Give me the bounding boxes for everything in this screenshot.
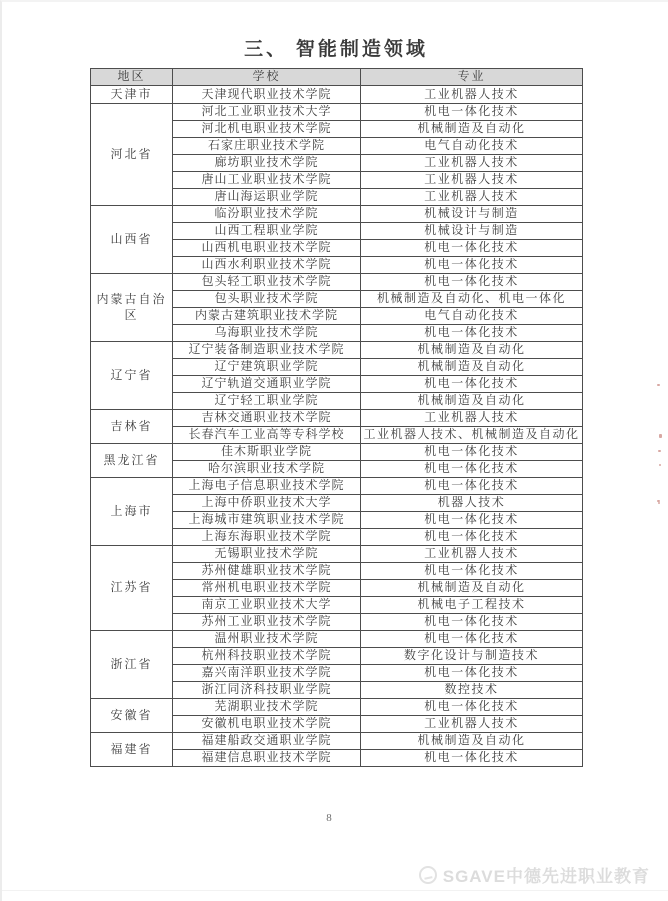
major-cell: 机电一体化技术	[361, 273, 583, 290]
major-cell: 机电一体化技术	[361, 698, 583, 715]
region-cell: 黑龙江省	[91, 443, 173, 477]
school-cell: 河北工业职业技术大学	[173, 103, 361, 120]
school-cell: 吉林交通职业技术学院	[173, 409, 361, 426]
school-cell: 辽宁建筑职业学院	[173, 358, 361, 375]
school-cell: 辽宁装备制造职业技术学院	[173, 341, 361, 358]
region-cell: 河北省	[91, 103, 173, 205]
table-row	[91, 477, 583, 494]
major-cell: 数控技术	[361, 681, 583, 698]
school-cell: 嘉兴南洋职业技术学院	[173, 664, 361, 681]
table-row	[91, 630, 583, 647]
page-title: 三、 智能制造领域	[244, 39, 428, 60]
scan-artifact	[659, 434, 662, 438]
header-school: 学校	[173, 69, 361, 86]
region-cell: 内蒙古自治区	[91, 273, 173, 341]
table-row	[91, 205, 583, 222]
table-row	[91, 341, 583, 358]
major-cell: 机电一体化技术	[361, 443, 583, 460]
major-cell: 工业机器人技术	[361, 409, 583, 426]
school-cell: 芜湖职业技术学院	[173, 698, 361, 715]
major-cell: 机电一体化技术	[361, 324, 583, 341]
school-cell: 常州机电职业技术学院	[173, 579, 361, 596]
region-cell: 安徽省	[91, 698, 173, 732]
major-cell: 机电一体化技术	[361, 664, 583, 681]
major-cell: 机电一体化技术	[361, 460, 583, 477]
table-row	[91, 545, 583, 562]
header-major: 专业	[361, 69, 583, 86]
major-cell: 机械设计与制造	[361, 222, 583, 239]
school-cell: 苏州工业职业技术学院	[173, 613, 361, 630]
school-cell: 山西水利职业技术学院	[173, 256, 361, 273]
sgave-logo-icon	[419, 866, 437, 884]
school-cell: 山西机电职业技术学院	[173, 239, 361, 256]
region-cell: 山西省	[91, 205, 173, 273]
school-cell: 无锡职业技术学院	[173, 545, 361, 562]
school-cell: 包头轻工职业技术学院	[173, 273, 361, 290]
major-cell: 机电一体化技术	[361, 103, 583, 120]
table-row	[91, 273, 583, 290]
school-cell: 浙江同济科技职业学院	[173, 681, 361, 698]
school-cell: 上海城市建筑职业技术学院	[173, 511, 361, 528]
school-cell: 佳木斯职业学院	[173, 443, 361, 460]
school-cell: 廊坊职业技术学院	[173, 154, 361, 171]
school-cell: 上海电子信息职业技术学院	[173, 477, 361, 494]
region-cell: 吉林省	[91, 409, 173, 443]
school-cell: 哈尔滨职业技术学院	[173, 460, 361, 477]
major-cell: 数字化设计与制造技术	[361, 647, 583, 664]
region-cell: 上海市	[91, 477, 173, 545]
major-cell: 机电一体化技术	[361, 749, 583, 766]
school-cell: 天津现代职业技术学院	[173, 86, 361, 104]
school-cell: 安徽机电职业技术学院	[173, 715, 361, 732]
major-cell: 工业机器人技术	[361, 171, 583, 188]
major-cell: 机械制造及自动化	[361, 579, 583, 596]
major-cell: 工业机器人技术、机械制造及自动化	[361, 426, 583, 443]
region-cell: 浙江省	[91, 630, 173, 698]
school-cell: 福建船政交通职业学院	[173, 732, 361, 749]
major-cell: 机电一体化技术	[361, 562, 583, 579]
school-cell: 南京工业职业技术大学	[173, 596, 361, 613]
major-cell: 机械电子工程技术	[361, 596, 583, 613]
major-cell: 机械设计与制造	[361, 205, 583, 222]
major-cell: 机电一体化技术	[361, 375, 583, 392]
school-cell: 石家庄职业技术学院	[173, 137, 361, 154]
school-cell: 温州职业技术学院	[173, 630, 361, 647]
school-cell: 苏州健雄职业技术学院	[173, 562, 361, 579]
school-cell: 长春汽车工业高等专科学校	[173, 426, 361, 443]
major-cell: 工业机器人技术	[361, 545, 583, 562]
major-cell: 工业机器人技术	[361, 86, 583, 104]
major-cell: 工业机器人技术	[361, 154, 583, 171]
table-row	[91, 86, 583, 104]
school-cell: 内蒙古建筑职业技术学院	[173, 307, 361, 324]
footer-watermark	[419, 862, 650, 887]
table-row	[91, 409, 583, 426]
scan-artifact	[659, 464, 661, 466]
major-cell: 机械制造及自动化	[361, 120, 583, 137]
scan-artifact	[658, 450, 661, 452]
footer-divider	[2, 890, 668, 891]
table-row	[91, 732, 583, 749]
table-header-row	[91, 69, 583, 86]
scan-artifact	[657, 384, 660, 386]
table-row	[91, 103, 583, 120]
footer-brand-text: SGAVE中德先进职业教育	[442, 867, 650, 886]
major-cell: 机电一体化技术	[361, 630, 583, 647]
major-cell: 工业机器人技术	[361, 188, 583, 205]
school-cell: 河北机电职业技术学院	[173, 120, 361, 137]
school-cell: 上海中侨职业技术大学	[173, 494, 361, 511]
major-cell: 机械制造及自动化、机电一体化	[361, 290, 583, 307]
major-cell: 机器人技术	[361, 494, 583, 511]
header-region: 地区	[91, 69, 173, 86]
table-body	[91, 86, 583, 767]
school-cell: 辽宁轨道交通职业学院	[173, 375, 361, 392]
region-cell: 江苏省	[91, 545, 173, 630]
school-cell: 唐山工业职业技术学院	[173, 171, 361, 188]
major-cell: 工业机器人技术	[361, 715, 583, 732]
region-cell: 辽宁省	[91, 341, 173, 409]
school-cell: 包头职业技术学院	[173, 290, 361, 307]
school-cell: 乌海职业技术学院	[173, 324, 361, 341]
major-cell: 机电一体化技术	[361, 511, 583, 528]
school-cell: 临汾职业技术学院	[173, 205, 361, 222]
school-cell: 唐山海运职业学院	[173, 188, 361, 205]
school-cell: 上海东海职业技术学院	[173, 528, 361, 545]
major-cell: 机电一体化技术	[361, 477, 583, 494]
table-row	[91, 443, 583, 460]
scan-artifact	[657, 500, 660, 502]
scan-artifact	[658, 502, 660, 504]
major-cell: 电气自动化技术	[361, 307, 583, 324]
major-cell: 机械制造及自动化	[361, 392, 583, 409]
school-cell: 福建信息职业技术学院	[173, 749, 361, 766]
school-cell: 辽宁轻工职业学院	[173, 392, 361, 409]
school-cell: 杭州科技职业技术学院	[173, 647, 361, 664]
page-number: 8	[326, 812, 332, 824]
schools-table	[90, 68, 583, 767]
major-cell: 机电一体化技术	[361, 256, 583, 273]
major-cell: 机械制造及自动化	[361, 358, 583, 375]
region-cell: 福建省	[91, 732, 173, 766]
table-row	[91, 698, 583, 715]
major-cell: 机电一体化技术	[361, 613, 583, 630]
major-cell: 机械制造及自动化	[361, 732, 583, 749]
major-cell: 机电一体化技术	[361, 239, 583, 256]
school-cell: 山西工程职业学院	[173, 222, 361, 239]
major-cell: 电气自动化技术	[361, 137, 583, 154]
major-cell: 机械制造及自动化	[361, 341, 583, 358]
region-cell: 天津市	[91, 86, 173, 104]
major-cell: 机电一体化技术	[361, 528, 583, 545]
